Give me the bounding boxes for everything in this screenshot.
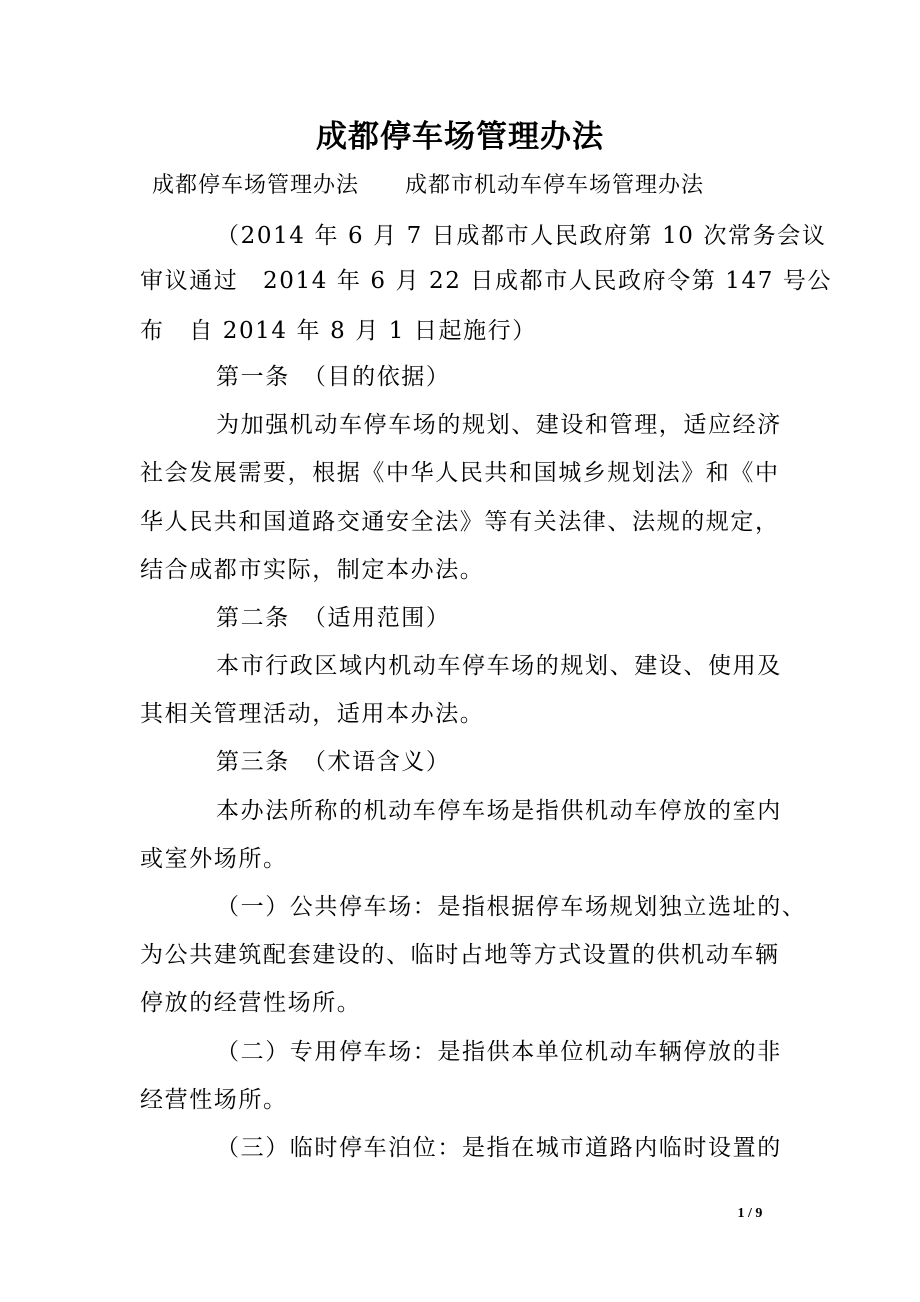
text-line: 为加强机动车停车场的规划、建设和管理，适应经济 <box>216 412 782 438</box>
text-line: （二）专用停车场：是指供本单位机动车辆停放的非 <box>216 1039 782 1065</box>
text-line: 社会发展需要，根据《中华人民共和国城乡规划法》和《中 <box>140 460 780 486</box>
page-number: 1 / 9 <box>737 1206 763 1221</box>
text-line: 为公共建筑配套建设的、临时占地等方式设置的供机动车辆 <box>140 942 780 968</box>
document-subtitle: 成都停车场管理办法 成都市机动车停车场管理办法 <box>152 173 705 198</box>
text-line: 本市行政区域内机动车停车场的规划、建设、使用及 <box>216 653 782 679</box>
text-line: 布 自 2014 年 8 月 1 日起施行） <box>140 318 537 344</box>
text-line: 其相关管理活动，适用本办法。 <box>140 701 485 727</box>
text-line: （2014 年 6 月 7 日成都市人民政府第 10 次常务会议 <box>216 223 827 249</box>
text-line: 或室外场所。 <box>140 846 288 872</box>
text-line: 华人民共和国道路交通安全法》等有关法律、法规的规定， <box>140 509 780 535</box>
text-line: （三）临时停车泊位：是指在城市道路内临时设置的 <box>216 1135 782 1161</box>
document-title: 成都停车场管理办法 <box>316 119 604 155</box>
article-heading: 第三条 （术语含义） <box>216 749 451 775</box>
article-heading: 第二条 （适用范围） <box>216 605 451 631</box>
text-line: 结合成都市实际，制定本办法。 <box>140 557 485 583</box>
text-line: 停放的经营性场所。 <box>140 990 362 1016</box>
text-line: 本办法所称的机动车停车场是指供机动车停放的室内 <box>216 798 782 824</box>
article-heading: 第一条 （目的依据） <box>216 364 451 390</box>
text-line: 审议通过 2014 年 6 月 22 日成都市人民政府令第 147 号公 <box>140 268 833 294</box>
text-line: （一）公共停车场：是指根据停车场规划独立选址的、 <box>216 894 807 920</box>
text-line: 经营性场所。 <box>140 1087 288 1113</box>
